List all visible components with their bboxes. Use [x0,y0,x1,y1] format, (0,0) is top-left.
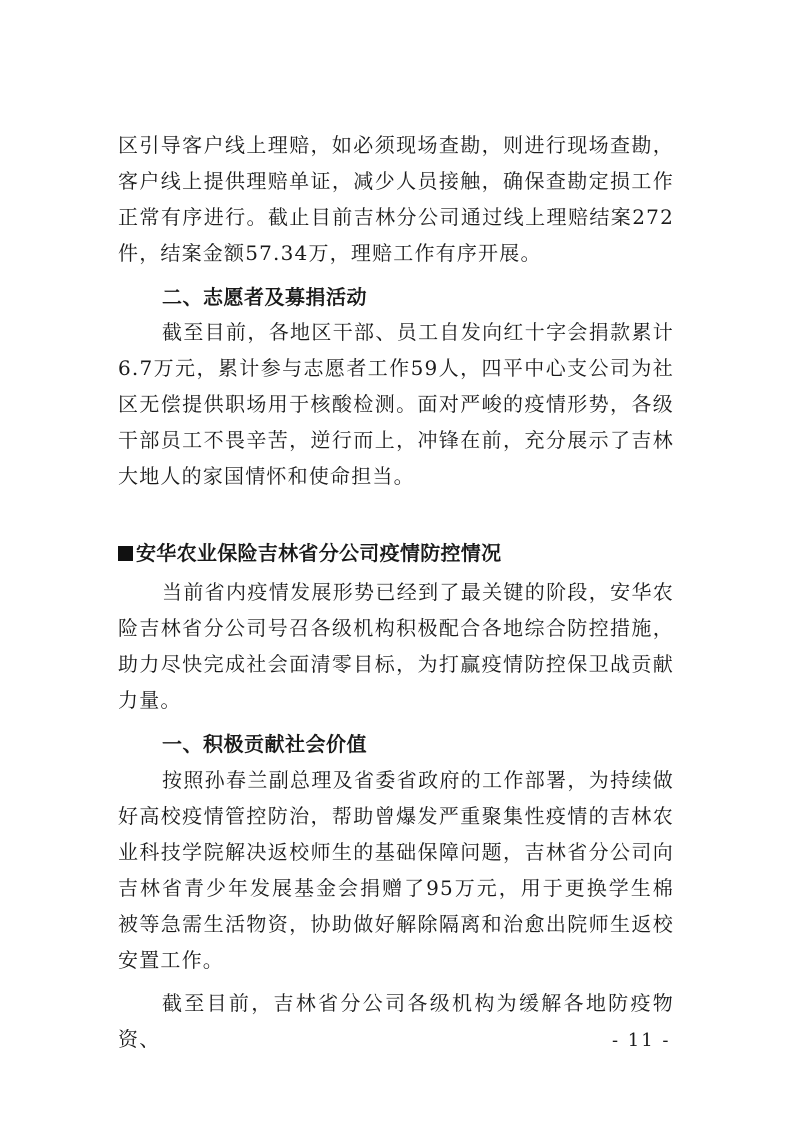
paragraph-supplies: 截至目前，吉林省分公司各级机构为缓解各地防疫物资、 [118,991,674,1051]
subheading-social-value: 一、积极贡献社会价值 [162,732,367,756]
black-square-icon [118,546,133,561]
paragraph-claims-online: 区引导客户线上理赔，如必须现场查勘，则进行现场查勘，客户线上提供理赔单证，减少人员接触，确保查勘定损工作正常有序进行。截止目前吉林分公司通过线上理赔结案272件，结案金额57.34万，理赔工作有序开展。 [118,133,674,265]
subheading-volunteers-donations: 二、志愿者及募捐活动 [162,285,367,309]
section-title [118,535,501,571]
paragraph-donations: 截至目前，各地区干部、员工自发向红十字会捐款累计6.7万元，累计参与志愿者工作59人，四平中心支公司为社区无偿提供职场用于核酸检测。面对严峻的疫情形势，各级干部员工不畏辛苦，逆行而上，冲锋在前，充分展示了吉林大地人的家国情怀和使命担当。 [118,320,674,488]
paragraph-epidemic-situation: 当前省内疫情发展形势已经到了最关键的阶段，安华农险吉林省分公司号召各级机构积极配合各地综合防控措施，助力尽快完成社会面清零目标，为打赢疫情防控保卫战贡献力量。 [118,580,674,712]
page-number: - 11 - [612,1030,671,1051]
section-title-text: 安华农业保险吉林省分公司疫情防控情况 [136,541,502,565]
paragraph-school-support: 按照孙春兰副总理及省委省政府的工作部署，为持续做好高校疫情管控防治，帮助曾爆发严重聚集性疫情的吉林农业科技学院解决返校师生的基础保障问题，吉林省分公司向吉林省青少年发展基金会捐赠了95万元，用于更换学生棉被等急需生活物资，协助做好解除隔离和治愈出院师生返校安置工作。 [118,768,674,972]
